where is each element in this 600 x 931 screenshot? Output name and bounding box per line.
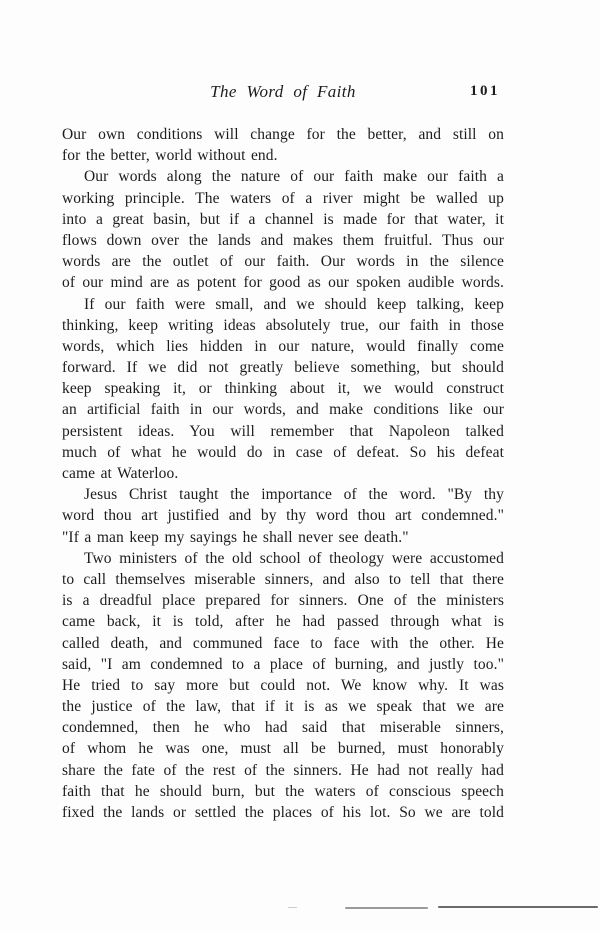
text-line: of our mind are as potent for good as our spoken audible words. <box>62 274 504 292</box>
text-line: faith that he should burn, but the waters of conscious speech <box>62 782 504 800</box>
paragraph <box>62 166 504 293</box>
text-line: keep speaking it, or thinking about it, we would construct <box>62 380 504 398</box>
paragraph <box>62 124 504 166</box>
text-line: Jesus Christ taught the importance of the word. "By thy <box>84 486 504 504</box>
text-line: the justice of the law, that if it is as we speak that we are <box>62 698 504 716</box>
scan-artifact-line <box>438 906 598 908</box>
text-line: thinking, keep writing ideas absolutely true, our faith in those <box>62 316 504 334</box>
scan-artifact-line <box>288 907 297 908</box>
text-line: He tried to say more but could not. We know why. It was <box>62 676 504 694</box>
paragraph <box>62 484 504 548</box>
paragraph <box>62 294 504 485</box>
running-header <box>62 81 504 102</box>
text-line: called death, and communed face to face with the other. He <box>62 634 504 652</box>
text-line: for the better, world without end. <box>62 147 278 165</box>
running-title: The Word of Faith <box>210 82 356 101</box>
text-line: "If a man keep my sayings he shall never see death." <box>62 528 409 546</box>
text-line: Two ministers of the old school of theology were accustomed <box>84 549 504 567</box>
text-line: came back, it is told, after he had passed through what is <box>62 613 504 631</box>
page-number: 101 <box>470 83 500 99</box>
text-line: an artificial faith in our words, and make conditions like our <box>62 401 504 419</box>
text-line: word thou art justified and by thy word thou art condemned." <box>62 507 504 525</box>
text-line: into a great basin, but if a channel is made for that water, it <box>62 210 504 228</box>
text-line: of whom he was one, must all be burned, must honorably <box>62 740 504 758</box>
page-body <box>62 124 504 823</box>
text-line: to call themselves miserable sinners, and also to tell that there <box>62 570 504 588</box>
text-line: persistent ideas. You will remember that Napoleon talked <box>62 422 504 440</box>
text-line: came at Waterloo. <box>62 465 179 482</box>
scan-artifact-line <box>345 907 428 909</box>
text-line: flows down over the lands and makes them fruitful. Thus our <box>62 231 504 249</box>
text-line: said, "I am condemned to a place of burning, and justly too." <box>62 655 504 673</box>
text-line: is a dreadful place prepared for sinners. One of the ministers <box>62 592 504 610</box>
text-line: words, which lies hidden in our nature, would finally come <box>62 337 504 355</box>
text-line: working principle. The waters of a river might be walled up <box>62 189 504 207</box>
text-line: If our faith were small, and we should keep talking, keep <box>84 295 504 313</box>
text-line: Our own conditions will change for the better, and still on <box>62 126 504 143</box>
paragraph <box>62 548 504 823</box>
text-line: words are the outlet of our faith. Our words in the silence <box>62 253 504 271</box>
text-line: condemned, then he who had said that miserable sinners, <box>62 719 504 737</box>
text-line: forward. If we did not greatly believe something, but should <box>62 359 504 377</box>
text-line: fixed the lands or settled the places of his lot. So we are told <box>62 804 504 821</box>
text-line: much of what he would do in case of defeat. So his defeat <box>62 443 504 461</box>
text-line: Our words along the nature of our faith make our faith a <box>84 168 504 186</box>
text-line: share the fate of the rest of the sinners. He had not really had <box>62 761 504 779</box>
